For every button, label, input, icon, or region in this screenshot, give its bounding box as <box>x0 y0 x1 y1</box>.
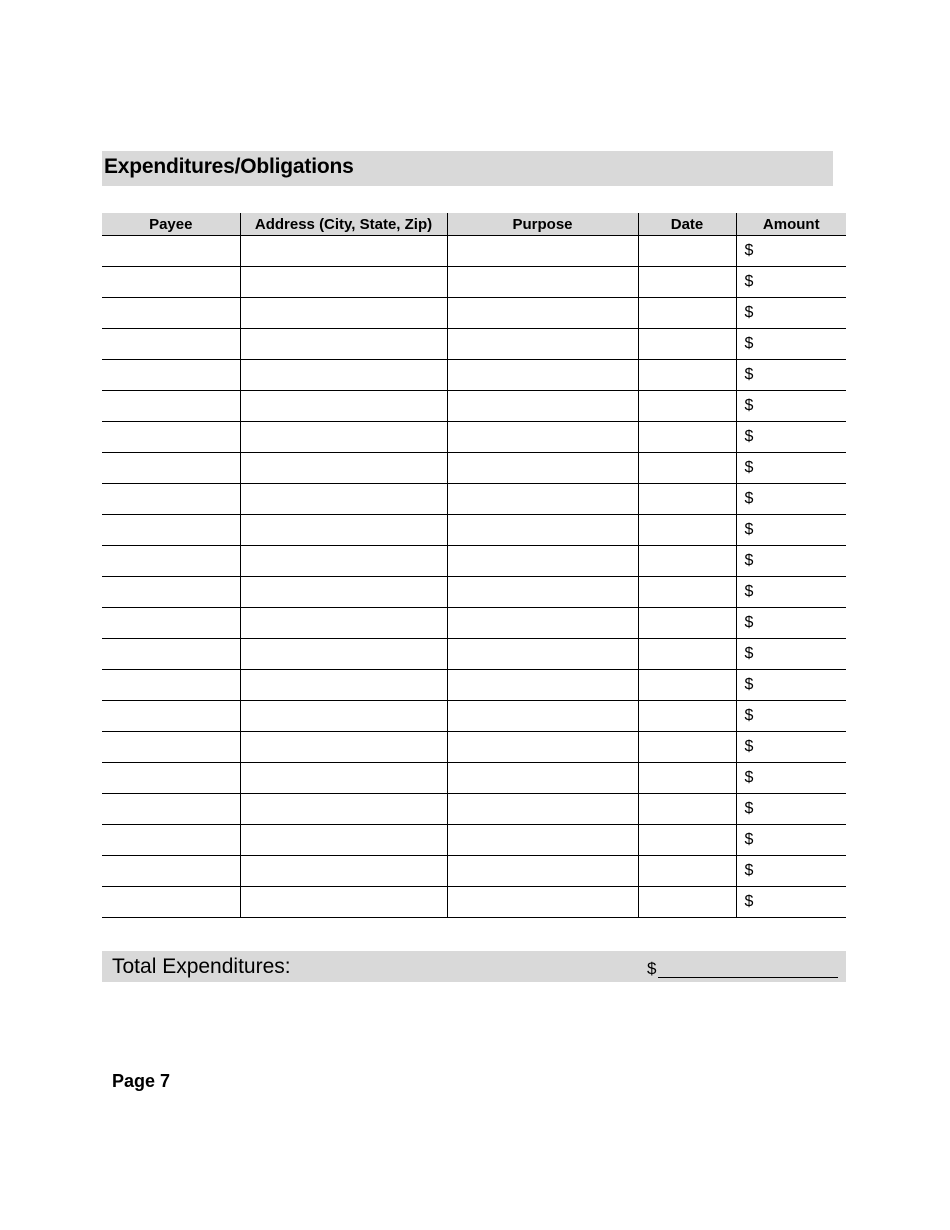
cell-amount[interactable] <box>736 670 846 701</box>
cell-purpose[interactable] <box>447 546 638 577</box>
cell-address[interactable] <box>240 763 447 794</box>
table-row <box>102 422 846 453</box>
cell-purpose[interactable] <box>447 391 638 422</box>
cell-date[interactable] <box>638 484 736 515</box>
amount-currency-symbol: $ <box>744 552 754 569</box>
table-row <box>102 391 846 422</box>
amount-currency-symbol: $ <box>744 738 754 755</box>
cell-address[interactable] <box>240 887 447 918</box>
cell-payee[interactable] <box>102 391 240 422</box>
cell-payee[interactable] <box>102 732 240 763</box>
table-row <box>102 546 846 577</box>
amount-currency-symbol: $ <box>744 242 754 259</box>
cell-date[interactable] <box>638 515 736 546</box>
cell-purpose[interactable] <box>447 329 638 360</box>
cell-payee[interactable] <box>102 701 240 732</box>
amount-currency-symbol: $ <box>744 800 754 817</box>
cell-date[interactable] <box>638 825 736 856</box>
cell-address[interactable] <box>240 267 447 298</box>
cell-date[interactable] <box>638 732 736 763</box>
cell-date[interactable] <box>638 329 736 360</box>
cell-purpose[interactable] <box>447 732 638 763</box>
cell-purpose[interactable] <box>447 856 638 887</box>
column-header-purpose: Purpose <box>447 213 638 236</box>
expenditures-table <box>102 213 846 918</box>
cell-date[interactable] <box>638 639 736 670</box>
table-header-row <box>102 213 846 236</box>
cell-payee[interactable] <box>102 856 240 887</box>
cell-purpose[interactable] <box>447 887 638 918</box>
cell-amount[interactable] <box>736 608 846 639</box>
table-row <box>102 732 846 763</box>
cell-payee[interactable] <box>102 887 240 918</box>
table-body <box>102 236 846 918</box>
cell-payee[interactable] <box>102 825 240 856</box>
table-row <box>102 484 846 515</box>
cell-date[interactable] <box>638 608 736 639</box>
cell-address[interactable] <box>240 329 447 360</box>
cell-payee[interactable] <box>102 546 240 577</box>
section-title: Expenditures/Obligations <box>104 155 354 178</box>
cell-date[interactable] <box>638 794 736 825</box>
cell-amount[interactable] <box>736 484 846 515</box>
cell-address[interactable] <box>240 701 447 732</box>
table-row <box>102 794 846 825</box>
cell-amount[interactable] <box>736 825 846 856</box>
cell-payee[interactable] <box>102 360 240 391</box>
cell-address[interactable] <box>240 391 447 422</box>
amount-currency-symbol: $ <box>744 583 754 600</box>
cell-date[interactable] <box>638 546 736 577</box>
amount-currency-symbol: $ <box>744 490 754 507</box>
cell-payee[interactable] <box>102 267 240 298</box>
cell-payee[interactable] <box>102 298 240 329</box>
cell-payee[interactable] <box>102 236 240 267</box>
cell-address[interactable] <box>240 825 447 856</box>
cell-payee[interactable] <box>102 794 240 825</box>
cell-purpose[interactable] <box>447 701 638 732</box>
column-header-payee: Payee <box>102 213 240 236</box>
cell-amount[interactable] <box>736 360 846 391</box>
column-header-amount: Amount <box>736 213 846 236</box>
cell-amount[interactable] <box>736 391 846 422</box>
cell-purpose[interactable] <box>447 484 638 515</box>
cell-amount[interactable] <box>736 422 846 453</box>
cell-date[interactable] <box>638 763 736 794</box>
cell-address[interactable] <box>240 639 447 670</box>
cell-date[interactable] <box>638 422 736 453</box>
amount-currency-symbol: $ <box>744 273 754 290</box>
cell-date[interactable] <box>638 856 736 887</box>
cell-date[interactable] <box>638 267 736 298</box>
total-currency-symbol: $ <box>647 959 657 978</box>
table-row <box>102 701 846 732</box>
cell-date[interactable] <box>638 577 736 608</box>
amount-currency-symbol: $ <box>744 707 754 724</box>
cell-amount[interactable] <box>736 701 846 732</box>
cell-amount[interactable] <box>736 732 846 763</box>
cell-purpose[interactable] <box>447 236 638 267</box>
amount-currency-symbol: $ <box>744 831 754 848</box>
cell-payee[interactable] <box>102 639 240 670</box>
cell-purpose[interactable] <box>447 794 638 825</box>
cell-purpose[interactable] <box>447 360 638 391</box>
cell-address[interactable] <box>240 360 447 391</box>
cell-address[interactable] <box>240 608 447 639</box>
cell-purpose[interactable] <box>447 453 638 484</box>
table-row <box>102 577 846 608</box>
table-row <box>102 639 846 670</box>
table-row <box>102 763 846 794</box>
cell-amount[interactable] <box>736 887 846 918</box>
cell-address[interactable] <box>240 856 447 887</box>
table-row <box>102 453 846 484</box>
amount-currency-symbol: $ <box>744 645 754 662</box>
cell-payee[interactable] <box>102 608 240 639</box>
table-row <box>102 825 846 856</box>
table-row <box>102 887 846 918</box>
cell-date[interactable] <box>638 887 736 918</box>
section-title-bar <box>102 151 833 186</box>
cell-purpose[interactable] <box>447 639 638 670</box>
cell-date[interactable] <box>638 236 736 267</box>
cell-address[interactable] <box>240 236 447 267</box>
cell-amount[interactable] <box>736 794 846 825</box>
table-row <box>102 298 846 329</box>
cell-address[interactable] <box>240 546 447 577</box>
page-number: Page 7 <box>112 1071 171 1091</box>
amount-currency-symbol: $ <box>744 862 754 879</box>
cell-address[interactable] <box>240 484 447 515</box>
cell-amount[interactable] <box>736 546 846 577</box>
cell-payee[interactable] <box>102 670 240 701</box>
cell-payee[interactable] <box>102 515 240 546</box>
table-row <box>102 670 846 701</box>
amount-currency-symbol: $ <box>744 335 754 352</box>
total-amount-field[interactable] <box>658 977 838 978</box>
amount-currency-symbol: $ <box>744 521 754 538</box>
cell-date[interactable] <box>638 453 736 484</box>
table-row <box>102 236 846 267</box>
amount-currency-symbol: $ <box>744 459 754 476</box>
cell-purpose[interactable] <box>447 670 638 701</box>
table-row <box>102 608 846 639</box>
cell-purpose[interactable] <box>447 267 638 298</box>
cell-purpose[interactable] <box>447 515 638 546</box>
cell-address[interactable] <box>240 732 447 763</box>
cell-date[interactable] <box>638 701 736 732</box>
column-header-date: Date <box>638 213 736 236</box>
cell-amount[interactable] <box>736 763 846 794</box>
cell-date[interactable] <box>638 391 736 422</box>
cell-purpose[interactable] <box>447 825 638 856</box>
cell-amount[interactable] <box>736 267 846 298</box>
amount-currency-symbol: $ <box>744 428 754 445</box>
table-row <box>102 267 846 298</box>
amount-currency-symbol: $ <box>744 614 754 631</box>
amount-currency-symbol: $ <box>744 397 754 414</box>
cell-amount[interactable] <box>736 329 846 360</box>
cell-address[interactable] <box>240 577 447 608</box>
cell-purpose[interactable] <box>447 763 638 794</box>
table-row <box>102 856 846 887</box>
cell-amount[interactable] <box>736 298 846 329</box>
cell-amount[interactable] <box>736 236 846 267</box>
cell-purpose[interactable] <box>447 608 638 639</box>
cell-payee[interactable] <box>102 422 240 453</box>
cell-payee[interactable] <box>102 577 240 608</box>
cell-address[interactable] <box>240 794 447 825</box>
cell-purpose[interactable] <box>447 577 638 608</box>
cell-amount[interactable] <box>736 453 846 484</box>
amount-currency-symbol: $ <box>744 676 754 693</box>
cell-amount[interactable] <box>736 515 846 546</box>
table-row <box>102 515 846 546</box>
cell-amount[interactable] <box>736 639 846 670</box>
cell-purpose[interactable] <box>447 298 638 329</box>
cell-purpose[interactable] <box>447 422 638 453</box>
cell-date[interactable] <box>638 360 736 391</box>
cell-amount[interactable] <box>736 577 846 608</box>
cell-address[interactable] <box>240 422 447 453</box>
cell-address[interactable] <box>240 298 447 329</box>
cell-amount[interactable] <box>736 856 846 887</box>
cell-address[interactable] <box>240 670 447 701</box>
cell-payee[interactable] <box>102 329 240 360</box>
amount-currency-symbol: $ <box>744 893 754 910</box>
cell-payee[interactable] <box>102 484 240 515</box>
cell-payee[interactable] <box>102 453 240 484</box>
column-header-address: Address (City, State, Zip) <box>240 213 447 236</box>
cell-address[interactable] <box>240 453 447 484</box>
amount-currency-symbol: $ <box>744 366 754 383</box>
table-row <box>102 329 846 360</box>
total-expenditures-bar <box>102 951 846 982</box>
cell-address[interactable] <box>240 515 447 546</box>
total-expenditures-label: Total Expenditures: <box>112 955 291 978</box>
cell-payee[interactable] <box>102 763 240 794</box>
amount-currency-symbol: $ <box>744 304 754 321</box>
amount-currency-symbol: $ <box>744 769 754 786</box>
cell-date[interactable] <box>638 298 736 329</box>
cell-date[interactable] <box>638 670 736 701</box>
table-row <box>102 360 846 391</box>
